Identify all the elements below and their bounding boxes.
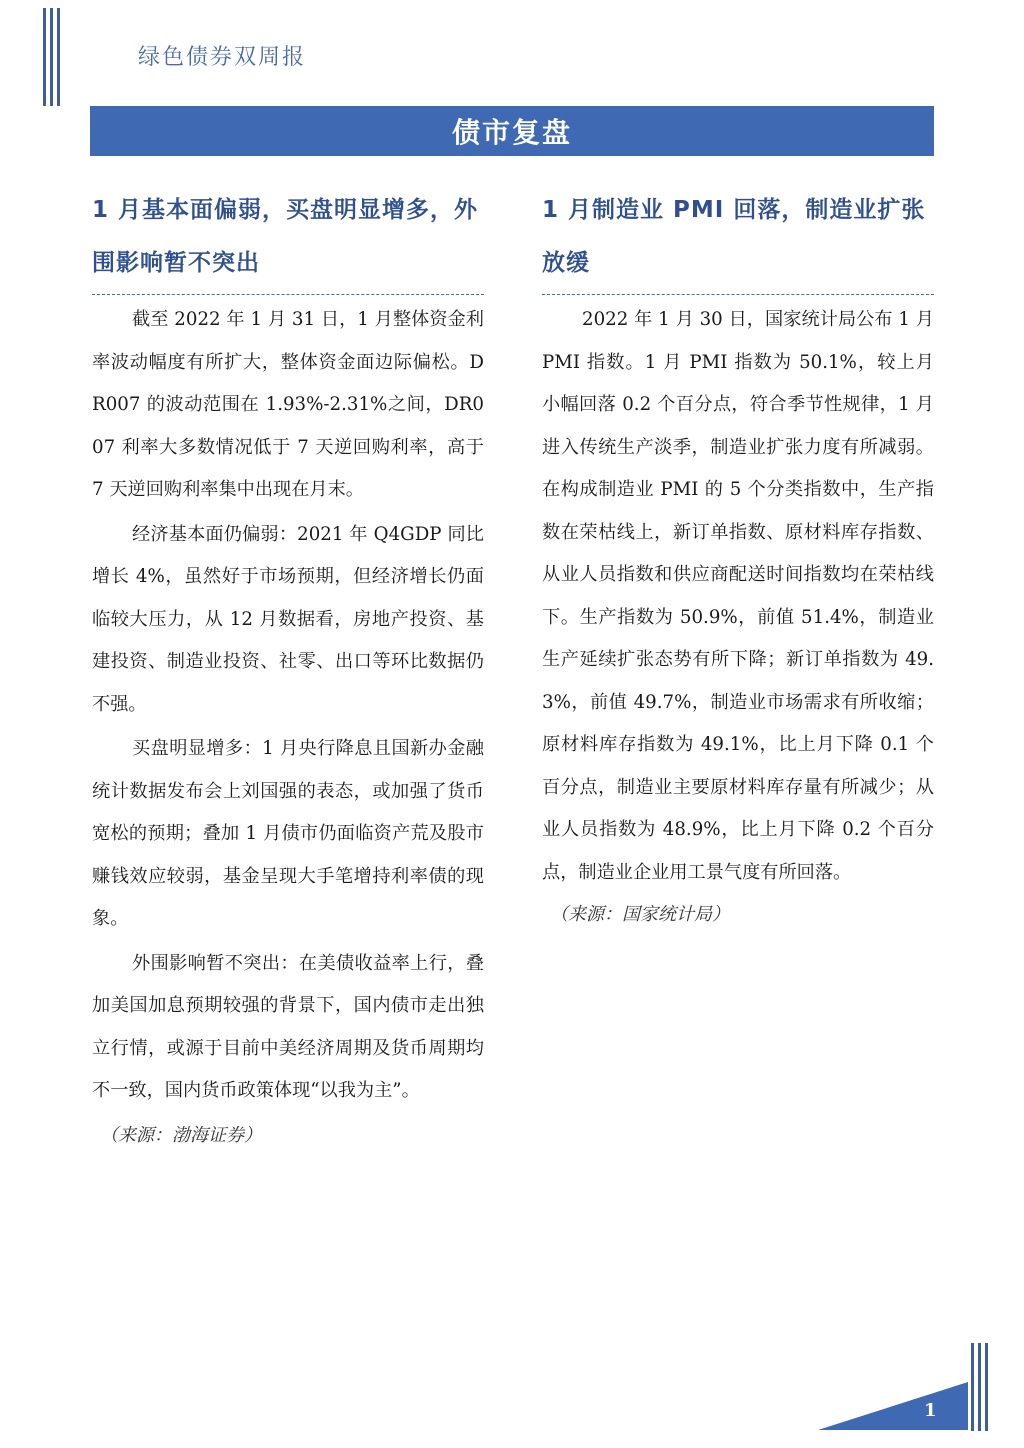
left-article-heading: 1 月基本面偏弱，买盘明显增多，外围影响暂不突出 — [92, 197, 479, 276]
left-paragraph-2: 经济基本面仍偏弱：2021 年 Q4GDP 同比增长 4%，虽然好于市场预期，但经济增长仍面临较大压力，从 12 月数据看，房地产投资、基建投资、制造业投资、社零、出口等环比数据仍不强。 — [92, 523, 484, 715]
section-banner: 债市复盘 — [90, 106, 934, 156]
right-source-note: （来源：国家统计局） — [550, 904, 730, 925]
right-paragraph-1: 2022 年 1 月 30 日，国家统计局公布 1 月 PMI 指数。1 月 PMI 指数为 50.1%，较上月小幅回落 0.2 个百分点，符合季节性规律，1 月进入传统生产淡季，制造业扩张力度有所减弱。在构成制造业 PMI 的 5 个分类指数中，生产指数在荣枯线上，新订单指数、原材料库存指数、从业人员指数和供应商配送时间指数均在荣枯线下。生产指数为 50.9%，前值 51.4%，制造业生产延续扩张态势有所下降；新订单指数为 49.3%，前值 49.7%，制造业市场需求有所收缩；原材料库存指数为 49.1%，比上月下降 0.1 个百分点，制造业主要原材料库存量有所减少；从业人员指数为 48.9%，比上月下降 0.2 个百分点，制造业企业用工景气度有所回落。 — [542, 309, 934, 883]
header-decoration-bars — [43, 8, 60, 106]
left-source-note: （来源：渤海证券） — [100, 1124, 262, 1146]
newsletter-title: 绿色债券双周报 — [138, 45, 307, 70]
right-heading-divider — [542, 294, 934, 295]
left-paragraph-3: 买盘明显增多：1 月央行降息且国新办金融统计数据发布会上刘国强的表态，或加强了货币宽松的预期；叠加 1 月债市仍面临资产荒及股市赚钱效应较弱，基金呈现大手笔增持利率债的现象。 — [92, 738, 484, 929]
left-paragraph-4: 外围影响暂不突出：在美债收益率上行，叠加美国加息预期较强的背景下，国内债市走出独立行情，或源于目前中美经济周期及货币周期均不一致，国内货币政策体现“以我为主”。 — [92, 952, 484, 1101]
left-paragraph-1: 截至 2022 年 1 月 31 日，1 月整体资金利率波动幅度有所扩大，整体资金面边际偏松。DR007 的波动范围在 1.93%-2.31%之间，DR007 利率大多数情况低于 7 天逆回购利率，高于 7 天逆回购利率集中出现在月末。 — [92, 309, 484, 500]
footer-decoration-bars — [971, 1343, 988, 1431]
right-column — [542, 184, 934, 936]
right-article-heading: 1 月制造业 PMI 回落，制造业扩张放缓 — [542, 197, 926, 276]
page-number: 1 — [924, 1400, 937, 1421]
left-heading-divider — [92, 294, 484, 295]
left-column — [92, 184, 484, 1157]
footer-triangle — [818, 1382, 968, 1430]
